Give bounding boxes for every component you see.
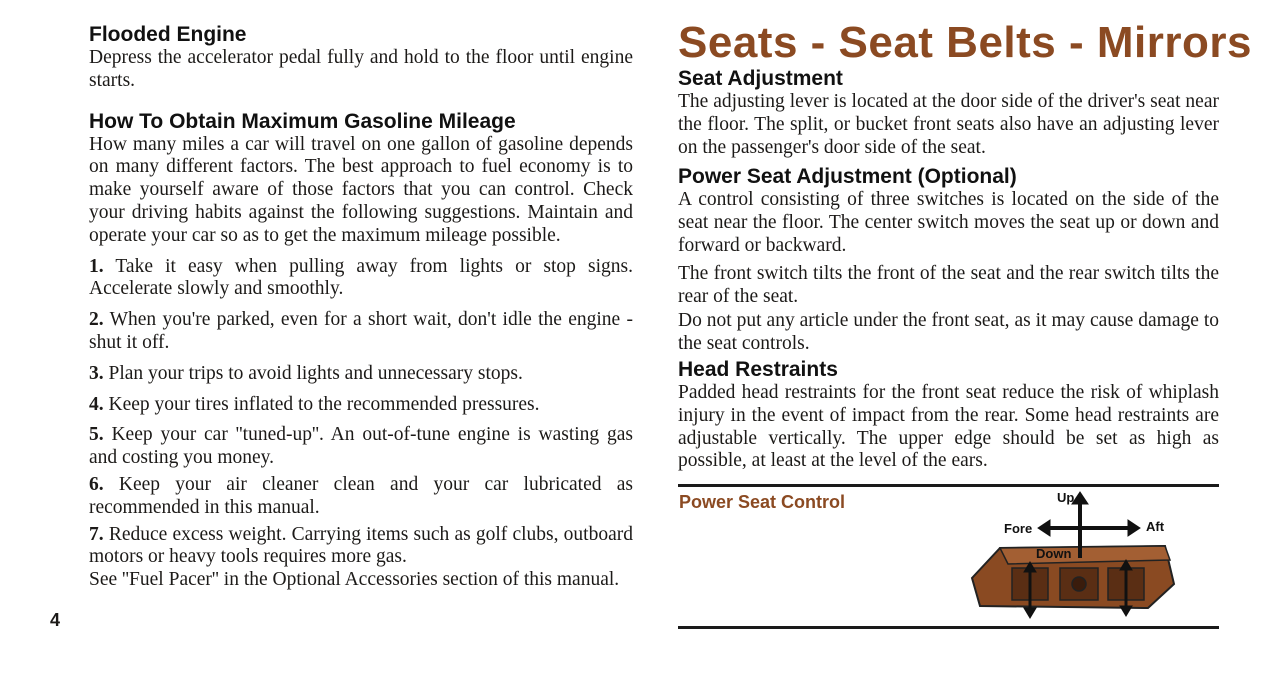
item-number: 1. [89, 255, 104, 277]
mileage-item-7 [89, 524, 633, 570]
mileage-item-3 [89, 363, 633, 386]
power-seat-heading: Power Seat Adjustment (Optional) [678, 165, 1017, 189]
mileage-item-4 [89, 394, 633, 417]
section-title: Seats - Seat Belts - Mirrors [678, 18, 1252, 67]
flooded-engine-heading: Flooded Engine [89, 23, 247, 46]
item-number: 7. [89, 523, 104, 545]
item-number: 2. [89, 309, 104, 331]
flooded-engine-text: Depress the accelerator pedal fully and hold to the floor until engine starts. [89, 47, 633, 91]
mileage-closing: See ''Fuel Pacer'' in the Optional Accessories section of this manual. [89, 569, 620, 591]
power-seat-p1: A control consisting of three switches is located on the side of the seat near the floor. The center switch moves the seat up or down and forward or backward. [678, 189, 1219, 256]
item-text: Keep your air cleaner clean and your car lubricated as recommended in this manual. [89, 473, 633, 518]
item-text: Take it easy when pulling away from lights or stop signs. Accelerate slowly and smoothly. [89, 255, 633, 300]
power-seat-p2: The front switch tilts the front of the seat and the rear switch tilts the rear of the seat. [678, 262, 1219, 307]
up-label: Up [1057, 490, 1075, 505]
mileage-item-1 [89, 256, 633, 302]
power-seat-p3: Do not put any article under the front seat, as it may cause damage to the seat controls. [678, 310, 1219, 355]
fore-label: Fore [1004, 521, 1033, 536]
mileage-item-2 [89, 309, 633, 355]
figure-bottom-rule [678, 626, 1219, 629]
figure-top-rule [678, 484, 1219, 487]
item-text: Keep your car ''tuned-up''. An out-of-tune engine is wasting gas and costing you money. [89, 424, 634, 469]
item-number: 6. [89, 473, 104, 495]
aft-label: Aft [1146, 519, 1165, 534]
page-number: 4 [50, 610, 61, 630]
mileage-item-5 [89, 424, 633, 470]
mileage-item-6 [89, 474, 633, 520]
head-restraints-heading: Head Restraints [678, 357, 838, 381]
seat-adjustment-text: The adjusting lever is located at the door side of the driver's seat near the floor. The split, or bucket front seats also have an adjusting lever on the passenger's door side of the seat. [678, 91, 1219, 158]
mileage-heading: How To Obtain Maximum Gasoline Mileage [89, 109, 516, 133]
item-text: Plan your trips to avoid lights and unnecessary stops. [108, 362, 523, 384]
item-text: Keep your tires inflated to the recommended pressures. [108, 393, 540, 415]
seat-adjustment-heading: Seat Adjustment [678, 67, 843, 90]
left-column [89, 0, 633, 592]
head-restraints-text: Padded head restraints for the front seat reduce the risk of whiplash injury in the event of impact from the rear. Some head restraints are adjustable vertically. The upper edge should be set as high as possible, at least at the level of the ears. [678, 381, 1219, 472]
seat-control-housing [972, 546, 1174, 608]
item-number: 5. [89, 424, 104, 446]
mileage-intro: How many miles a car will travel on one gallon of gasoline depends on many different factors. The best approach to fuel economy is to make yourself aware of those factors that you can control. Check your driving habits against the following suggestions. Maintain and operate your car so as to get the maximum mileage possible. [89, 133, 633, 246]
item-number: 3. [89, 362, 104, 384]
down-label: Down [1036, 546, 1072, 561]
item-text: When you're parked, even for a short wait, don't idle the engine - shut it off. [89, 309, 633, 353]
item-number: 4. [89, 393, 104, 415]
item-text: Reduce excess weight. Carrying items such as golf clubs, outboard motors or heavy tools requires more gas. [89, 523, 633, 568]
power-seat-control-diagram [960, 488, 1190, 623]
figure-caption: Power Seat Control [679, 492, 846, 512]
right-column [678, 0, 1252, 473]
